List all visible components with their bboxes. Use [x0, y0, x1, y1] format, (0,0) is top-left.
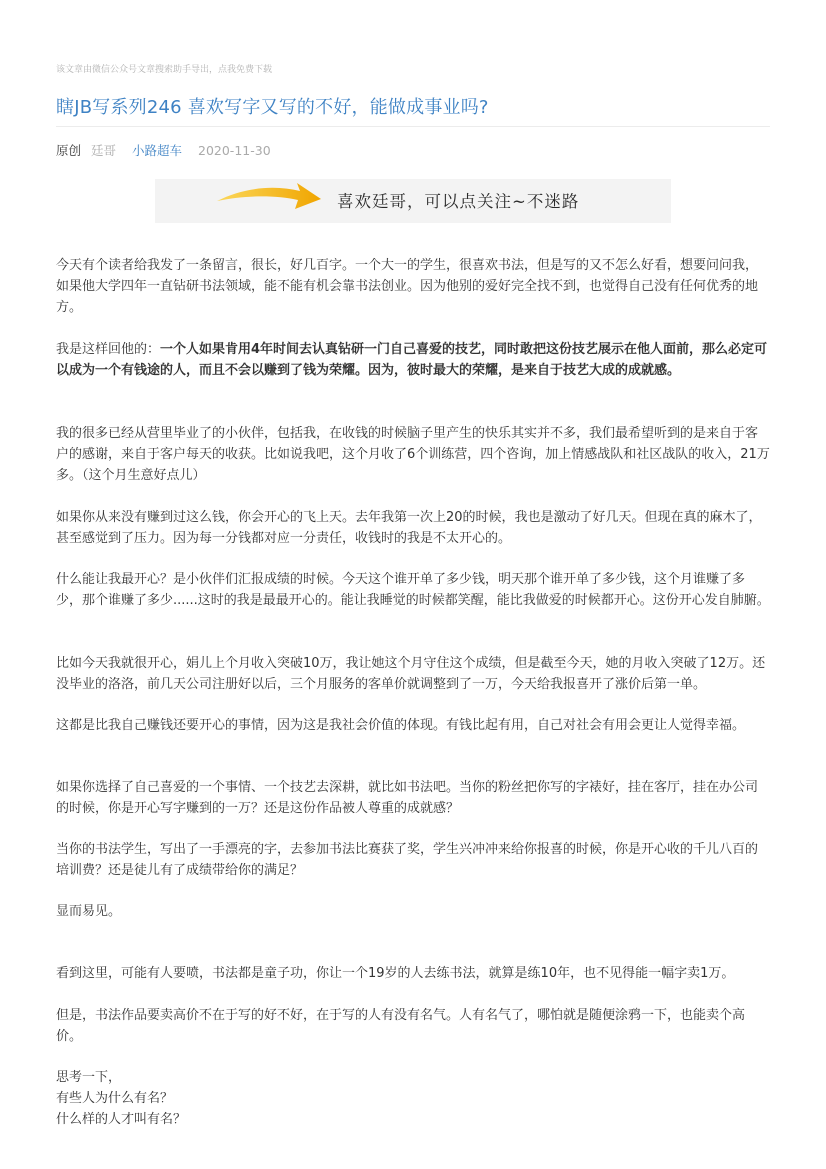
paragraph-5: 什么能让我最开心？是小伙伴们汇报成绩的时候。今天这个谁开单了多少钱，明天那个谁开单了多少钱，这个月谁赚了多少，那个谁赚了多少......这时的我是最最开心的。能让我睡觉的时候都笑醒，能比我做爱的时候都开心。这份开心发自肺腑。 [56, 572, 770, 608]
paragraph-6: 比如今天我就很开心，娟儿上个月收入突破10万，我让她这个月守住这个成绩，但是截至今天，她的月收入突破了12万。还没毕业的洛洛，前几天公司注册好以后，三个月服务的客单价就调整到了一万，今天给我报喜开了涨价后第一单。 [56, 656, 766, 692]
original-badge: 原创 [56, 143, 82, 158]
paragraph-4: 如果你从来没有赚到过这么钱，你会开心的飞上天。去年我第一次上20的时候，我也是激动了好几天。但现在真的麻木了，甚至感觉到了压力。因为每一分钱都对应一分责任，收钱时的我是不太开心的。 [56, 510, 762, 546]
paragraph-2 [56, 339, 770, 381]
paragraph-8: 如果你选择了自己喜爱的一个事情、一个技艺去深耕，就比如书法吧。当你的粉丝把你写的字裱好，挂在客厅，挂在办公司的时候，你是开心写字赚到的一万？还是这份作品被人尊重的成就感？ [56, 780, 759, 816]
publish-date: 2020-11-30 [198, 143, 271, 158]
yellow-arrow-icon [155, 179, 325, 223]
paragraph-3: 我的很多已经从营里毕业了的小伙伴，包括我，在收钱的时候脑子里产生的快乐其实并不多，我们最希望听到的是来自于客户的感谢，来自于客户每天的收获。比如说我吧，这个月收了6个训练营，四个咨询，加上情感战队和社区战队的收入，21万多。（这个月生意好点儿） [56, 426, 770, 483]
article-title: 瞎JB写系列246 喜欢写字又写的不好，能做成事业吗? [56, 97, 489, 118]
paragraph-9: 当你的书法学生，写出了一手漂亮的字，去参加书法比赛获了奖，学生兴冲冲来给你报喜的时候，你是开心收的千儿八百的培训费？还是徒儿有了成绩带给你的满足？ [56, 842, 759, 878]
paragraph-7: 这都是比我自己赚钱还要开心的事情，因为这是我社会价值的体现。有钱比起有用，自己对社会有用会更让人觉得幸福。 [56, 718, 746, 733]
paragraph-13-line-1: 思考一下， [56, 1070, 122, 1085]
paragraph-2-prefix: 我是这样回他的： [56, 342, 161, 357]
author-name: 廷哥 [91, 143, 117, 158]
title-divider [56, 126, 770, 127]
paragraph-13-line-2: 有些人为什么有名？ [56, 1091, 174, 1106]
paragraph-10: 显而易见。 [56, 904, 122, 919]
paragraph-11: 看到这里，可能有人要喷，书法都是童子功，你让一个19岁的人去练书法，就算是练10年，也不见得能一幅字卖1万。 [56, 966, 735, 981]
article-meta [56, 141, 271, 159]
paragraph-13-line-3: 什么样的人才叫有名？ [56, 1112, 187, 1127]
export-notice-link[interactable]: 该文章由微信公众号文章搜索助手导出，点我免费下载 [56, 65, 273, 75]
paragraph-2-bold: 一个人如果肯用4年时间去认真钻研一门自己喜爱的技艺，同时敢把这份技艺展示在他人面前，那么必定可以成为一个有钱途的人，而且不会以赚到了钱为荣耀。因为，彼时最大的荣耀，是来自于技艺大成的成就感。 [56, 342, 768, 378]
paragraph-1: 今天有个读者给我发了一条留言，很长，好几百字。一个大一的学生，很喜欢书法，但是写的又不怎么好看，想要问问我，如果他大学四年一直钻研书法领域，能不能有机会靠书法创业。因为他别的爱好完全找不到，也觉得自己没有任何优秀的地方。 [56, 258, 759, 315]
follow-banner [155, 179, 671, 223]
account-link[interactable]: 小路超车 [132, 143, 183, 158]
paragraph-12: 但是，书法作品要卖高价不在于写的好不好，在于写的人有没有名气。人有名气了，哪怕就是随便涂鸦一下，也能卖个高价。 [56, 1008, 746, 1044]
banner-text: 喜欢廷哥，可以点关注~不迷路 [337, 192, 580, 211]
